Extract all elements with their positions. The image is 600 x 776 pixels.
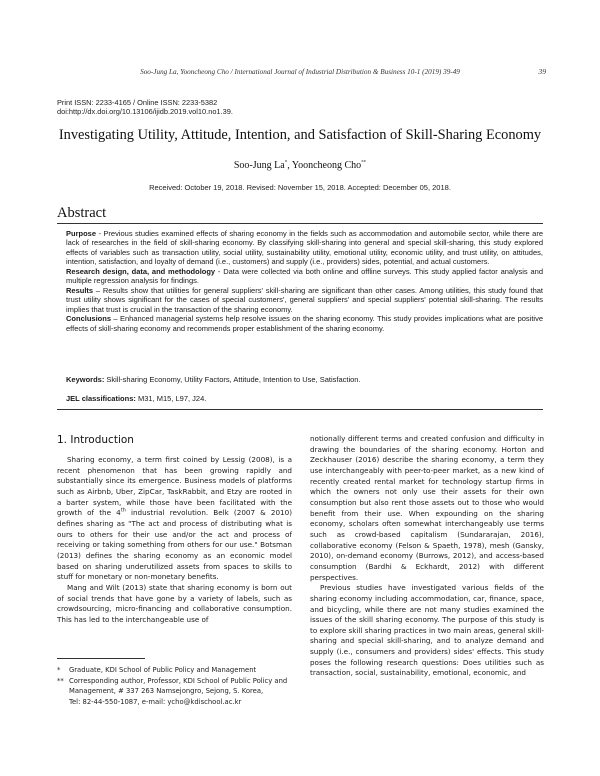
conclusions-label: Conclusions xyxy=(66,314,112,324)
results-text: – Results show that utilities for general suppliers' skill-sharing are significant than other cases. Among utilities, this study found that trust utility shows significant for the cases of special customers', general suppliers' and special suppliers' potential skill-sharing. The results implies that trust is crucial in the transaction of the sharing economy. xyxy=(66,285,543,314)
footnote-2-mark: ** xyxy=(57,676,64,685)
abstract-purpose xyxy=(66,229,543,267)
abstract-design xyxy=(66,267,543,286)
running-head: Soo-Jung La, Yooncheong Cho / International Journal of Industrial Distribution & Business 10-1 (2019) 39-49 xyxy=(140,68,460,76)
intro-p1-text-b: industrial revolution. Belk (2007 & 2010) defines sharing as "The act and process of distributing what is ours to others for their use and/or the act and process of receiving or taking something from others for our use." Botsman (2013) defines the sharing economy as an economic model based on sharing underutilized assets from spaces to skills to stuff for monetary or non-monetary benefits. xyxy=(57,508,292,582)
abstract-results xyxy=(66,286,543,314)
abstract-body xyxy=(66,229,543,333)
design-text: - Data were collected via both online and offline surveys. This study applied factor analysis and multiple regression analysis for findings. xyxy=(66,266,543,286)
abstract-conclusions xyxy=(66,314,543,333)
author-separator: , xyxy=(287,160,292,171)
intro-paragraph-2: Mang and Wilt (2013) state that sharing economy is born out of social trends that have gone by a variety of labels, such as crowdsourcing, micro-financing and collaborative consumption. This has led to the interchangeable use of xyxy=(57,582,292,624)
footnote-1-mark: * xyxy=(57,666,61,674)
jel-text: M31, M15, L97, J24. xyxy=(135,394,207,403)
footnote-2-line-1: Corresponding author, Professor, KDI School of Public Policy and xyxy=(69,676,288,685)
purpose-text: - Previous studies examined effects of sharing economy in the fields such as accommodation and automobile sector, while there are lack of researches in the field of skill-sharing economy. By classifying skill-sharing into general and special skill-sharing, this study explored effects of variables such as transaction utility, social utility, sustainability utility, emotional utility, economic utility, and trust utility, on attitudes, intention, satisfaction, and loyalty of demand (i.e., customers) and supply (i.e., providers) sides, potential, and actual customers. xyxy=(66,229,543,267)
intro-paragraph-3: Previous studies have investigated various fields of the sharing economy including accommodation, car, finance, space, and bicycling, while there are not many studies examined the issues of the skill sharing economy. The purpose of this study is to explore skill sharing practices in two main areas, general skill-sharing and special skill-sharing, and to analyze demand and supply (i.e., consumers and providers) sides' effects. This study poses the following research questions: Does utilities such as transaction, social, sustainability, emotional, economic, and xyxy=(310,583,544,678)
footnote-2-line-3: Tel: 82-44-550-1087, e-mail: ycho@kdischool.ac.kr xyxy=(69,697,242,706)
author-1-mark: * xyxy=(284,160,288,166)
keywords xyxy=(66,375,543,384)
paper-title: Investigating Utility, Attitude, Intention, and Satisfaction of Skill-Sharing Economy xyxy=(58,127,542,143)
author-2: Yooncheong Cho xyxy=(291,160,362,171)
right-column xyxy=(310,434,544,679)
intro-p1-superscript: th xyxy=(120,507,126,514)
section-heading-introduction: 1. Introduction xyxy=(57,434,134,446)
author-2-mark: ** xyxy=(361,160,367,166)
conclusions-text: – Enhanced managerial systems help resolve issues on the sharing economy. This study provides implications what are positive effects of skill-sharing economy and recommends proper establishment of the sharing economy. xyxy=(66,314,543,333)
jel-classifications xyxy=(66,394,543,403)
abstract-top-rule xyxy=(57,223,543,224)
footnote-2 xyxy=(57,676,297,687)
author-1: Soo-Jung La xyxy=(233,160,285,171)
received-dates: Received: October 19, 2018. Revised: November 15, 2018. Accepted: December 05, 2018. xyxy=(149,183,451,192)
issn-block xyxy=(57,98,233,116)
doi-line: doi:http://dx.doi.org/10.13106/ijidb.2019.vol10.no1.39. xyxy=(57,107,233,116)
intro-p1-text-a: Sharing economy, a term first coined by Lessig (2008), is a recent phenomenon that has been growing rapidly and substantially since its emergence. Business models of platforms such as Airbnb, Uber, ZipCar, TaskRabbit, and Etzy are rooted in a barter system, while those have been facilitated with the growth of the 4 xyxy=(57,455,292,518)
page-number: 39 xyxy=(538,67,546,76)
abstract-heading: Abstract xyxy=(57,205,107,221)
footnote-1 xyxy=(57,665,297,676)
left-column xyxy=(57,455,292,626)
footnote-rule xyxy=(57,658,145,659)
footnote-2-line-2: Management, # 337 263 Namsejongro, Sejong, S. Korea, xyxy=(69,687,264,696)
intro-paragraph-2-continued: notionally different terms and created confusion and difficulty in drawing the boundaries of the sharing economy. Horton and Zeckhauser (2016) describe the sharing economy, a term they use interchangeably with peer-to-peer market, as a new kind of recently created rental market for technology startup firms in which the owners not only use their assets for their own consumption but also rent those assets out to those who would benefit from their use. When expounding on the sharing economy, scholars often somewhat interchangeably use terms such as crowd-based capitalism (Sundararajan, 2016), collaborative economy (Felson & Spaeth, 1978), mesh (Gansky, 2010), on-demand economy (Burrows, 2012), and access-based consumption (Bardhi & Eckhardt, 2012) with different perspectives. xyxy=(310,434,544,582)
jel-label: JEL classifications: xyxy=(66,394,136,403)
footnote-1-text: Graduate, KDI School of Public Policy and Management xyxy=(69,666,257,674)
keywords-label: Keywords: xyxy=(66,375,105,384)
footnotes xyxy=(57,665,297,707)
design-label: Research design, data, and methodology xyxy=(66,266,216,276)
author-line xyxy=(100,160,500,171)
purpose-label: Purpose xyxy=(66,229,97,238)
issn-line: Print ISSN: 2233-4165 / Online ISSN: 2233-5382 xyxy=(57,98,218,107)
intro-paragraph-1 xyxy=(57,455,292,583)
abstract-bottom-rule xyxy=(57,409,543,410)
results-label: Results xyxy=(66,285,94,295)
keywords-text: Skill-sharing Economy, Utility Factors, Attitude, Intention to Use, Satisfaction. xyxy=(104,375,361,384)
